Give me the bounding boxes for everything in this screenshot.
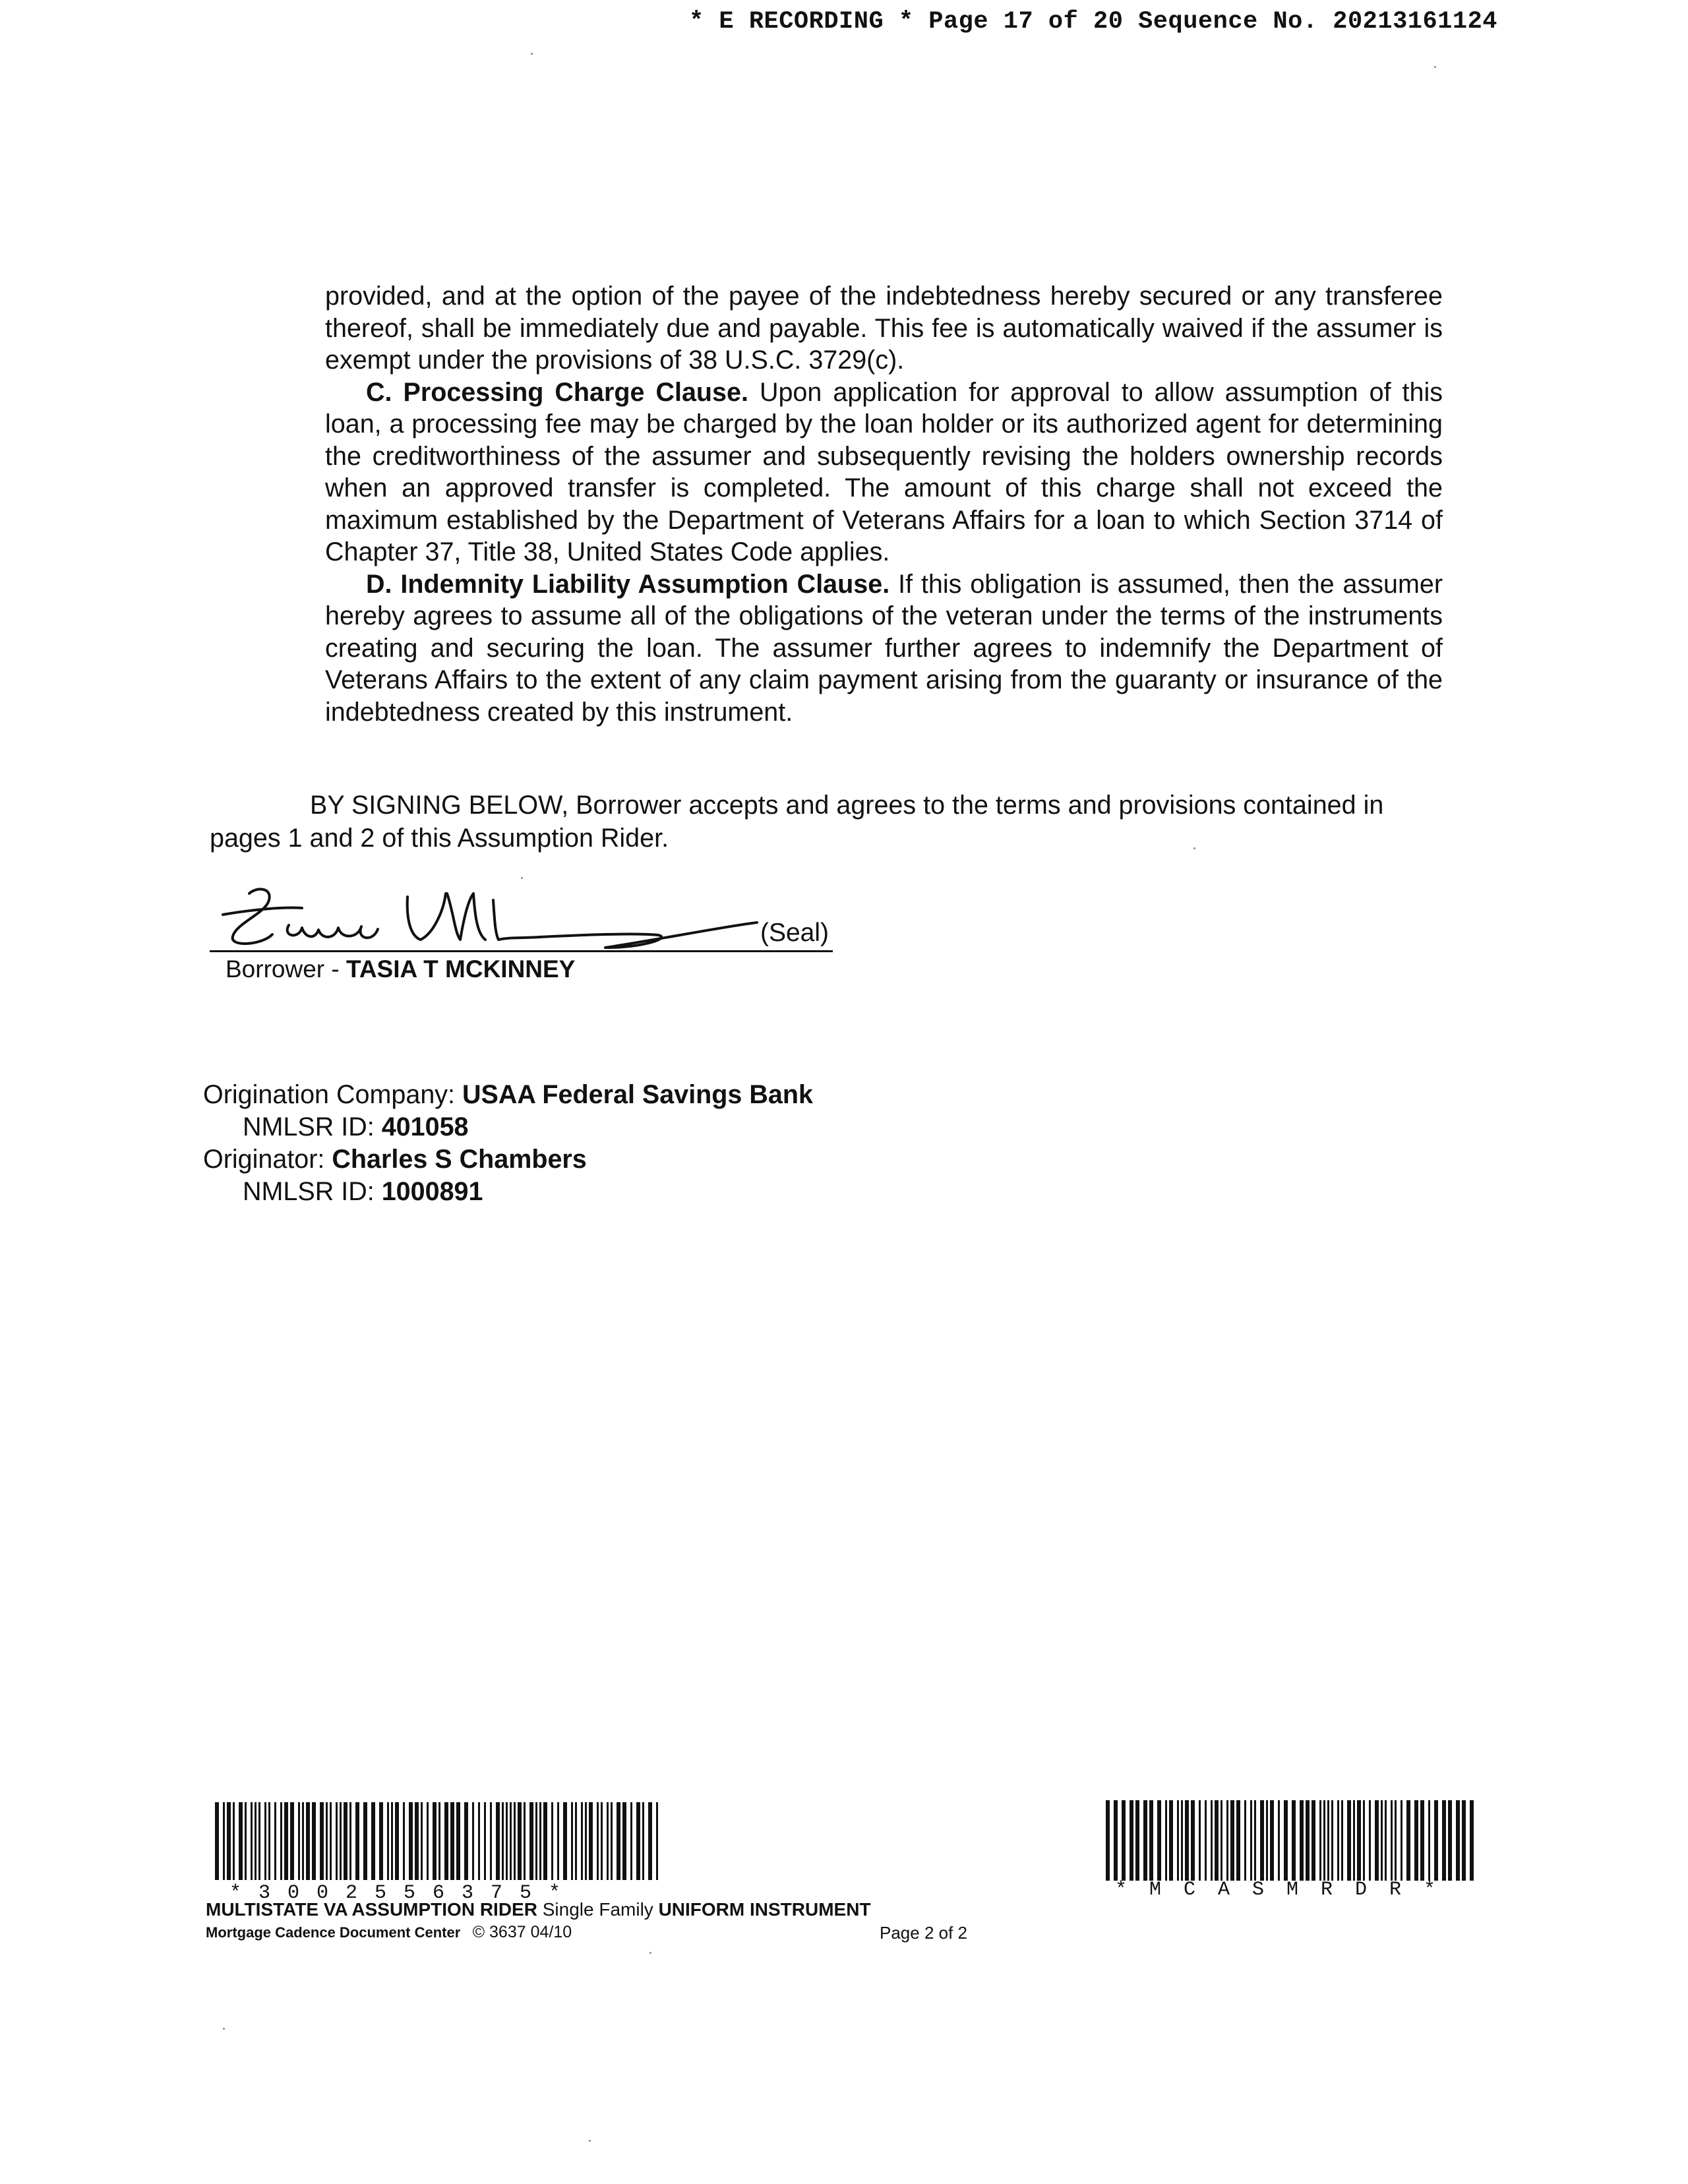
barcode-bar xyxy=(421,1802,423,1880)
barcode-bar xyxy=(363,1802,367,1880)
barcode-bar xyxy=(1414,1800,1418,1881)
paragraph-continuation: provided, and at the option of the payee of the indebtedness hereby secured or any transferee thereof, shall be immediately due and payable. This fee is automatically waived if the assumer is exempt under the provisions of 38 U.S.C. 3729(c). xyxy=(325,282,1443,375)
barcode-bar xyxy=(1191,1800,1195,1881)
scan-speck xyxy=(1193,847,1195,849)
barcode-bar xyxy=(502,1802,504,1880)
company-nmlsr-id: 401058 xyxy=(381,1112,469,1141)
barcode-bar xyxy=(391,1802,393,1880)
barcode-bar xyxy=(585,1802,587,1880)
barcode-bar xyxy=(496,1802,500,1880)
barcode-bar xyxy=(302,1802,304,1880)
barcode-bar xyxy=(622,1802,626,1880)
barcode-bar xyxy=(630,1802,632,1880)
footer-version: © 3637 04/10 xyxy=(472,1923,572,1941)
scan-speck xyxy=(1434,66,1436,68)
barcode-bar xyxy=(1177,1800,1179,1881)
barcode-bar xyxy=(575,1802,577,1880)
barcode-bar xyxy=(450,1802,454,1880)
barcode-bar xyxy=(1300,1800,1304,1881)
barcode-bar xyxy=(1347,1800,1351,1881)
loan-barcode-text: *3002556375* xyxy=(229,1882,578,1904)
barcode-bar xyxy=(1236,1800,1240,1881)
barcode-bar xyxy=(539,1802,541,1880)
borrower-name: TASIA T MCKINNEY xyxy=(346,956,576,983)
barcode-bar xyxy=(506,1802,508,1880)
company-nmlsr-label: NMLSR ID: xyxy=(243,1112,382,1141)
barcode-bar xyxy=(648,1802,652,1880)
originator-row xyxy=(203,1143,813,1176)
barcode-bar xyxy=(1143,1800,1147,1881)
barcode-bar xyxy=(518,1802,522,1880)
clause-d-text: If this obligation is assumed, then the assumer hereby agrees to assume all of the obligations of the veteran under the terms of the instruments creating and securing the loan. The assumer further agrees to indemnify the Department of Veterans Affairs to the extent of any claim payment arising from the guaranty or insurance of the indebtedness created by this instrument. xyxy=(325,569,1443,727)
footer-page-number: Page 2 of 2 xyxy=(880,1923,967,1943)
barcode-bar xyxy=(597,1802,599,1880)
barcode-bar xyxy=(1284,1800,1288,1881)
barcode-bar xyxy=(1462,1800,1466,1881)
barcode-bar xyxy=(1385,1800,1387,1881)
barcode-bar xyxy=(371,1802,375,1880)
barcode-bar xyxy=(464,1802,468,1880)
origination-company-name: USAA Federal Savings Bank xyxy=(462,1080,813,1109)
barcode-bar xyxy=(340,1802,342,1880)
signing-line-1: BY SIGNING BELOW, Borrower accepts and agrees to the terms and provisions contained in xyxy=(310,791,1384,820)
barcode-bar xyxy=(290,1802,294,1880)
footer-form-title xyxy=(206,1899,1063,1920)
barcode-bar xyxy=(1244,1800,1246,1881)
barcode-bar xyxy=(1353,1800,1355,1881)
barcode-bar xyxy=(1331,1800,1333,1881)
barcode-bar xyxy=(245,1802,247,1880)
barcode-bar xyxy=(1114,1800,1118,1881)
originator-nmlsr-row xyxy=(203,1176,813,1208)
barcode-bar xyxy=(355,1802,359,1880)
originator-nmlsr-id: 1000891 xyxy=(381,1177,483,1206)
signing-statement xyxy=(210,789,1489,855)
barcode-bar xyxy=(251,1802,253,1880)
barcode-bar xyxy=(514,1802,516,1880)
scan-speck xyxy=(589,2140,591,2142)
barcode-bar xyxy=(1185,1800,1189,1881)
barcode-bar xyxy=(1395,1800,1397,1881)
barcode-bar xyxy=(1270,1800,1274,1881)
barcode-bar xyxy=(1278,1800,1280,1881)
barcode-bar xyxy=(1135,1800,1139,1881)
barcode-bar xyxy=(274,1802,276,1880)
borrower-label xyxy=(226,956,575,983)
barcode-bar xyxy=(1254,1800,1256,1881)
barcode-bar xyxy=(255,1802,256,1880)
barcode-bar xyxy=(524,1802,526,1880)
barcode-bar xyxy=(233,1802,235,1880)
clause-d-title: D. Indemnity Liability Assumption Clause. xyxy=(366,569,890,599)
scan-speck xyxy=(521,877,523,879)
barcode-bar xyxy=(456,1802,460,1880)
barcode-bar xyxy=(636,1802,640,1880)
barcode-bar xyxy=(395,1802,399,1880)
clause-c xyxy=(325,377,1443,568)
barcode-bar xyxy=(444,1802,448,1880)
barcode-bar xyxy=(581,1802,583,1880)
loan-barcode xyxy=(215,1802,663,1904)
barcode-bar xyxy=(258,1802,260,1880)
form-barcode xyxy=(1106,1800,1478,1901)
barcode-bar xyxy=(611,1802,613,1880)
barcode-bar xyxy=(427,1802,429,1880)
barcode-bar xyxy=(1323,1800,1325,1881)
barcode-bar xyxy=(1341,1800,1343,1881)
barcode-bar xyxy=(280,1802,282,1880)
barcode-bar xyxy=(1266,1800,1268,1881)
barcode-bar xyxy=(529,1802,533,1880)
handwritten-signature xyxy=(210,874,833,953)
barcode-bar xyxy=(387,1802,389,1880)
signature-line xyxy=(210,950,833,952)
barcode-bar xyxy=(1448,1800,1452,1881)
barcode-bar xyxy=(557,1802,559,1880)
originator-nmlsr-label: NMLSR ID: xyxy=(243,1177,382,1206)
barcode-bar xyxy=(1401,1800,1402,1881)
origination-info xyxy=(203,1079,813,1208)
scan-speck xyxy=(223,2028,225,2030)
barcode-bar xyxy=(1250,1800,1252,1881)
clause-c-text: Upon application for approval to allow assumption of this loan, a processing fee may be charged by the loan holder or its authorized agent for determining the creditworthiness of the assumer and subsequently revising the holders ownership records when an approved transfer is completed. The amount of this charge shall not exceed the maximum established by the Department of Veterans Affairs for a loan to which Section 3714 of Chapter 37, Title 38, United States Code applies. xyxy=(325,377,1443,566)
signing-line-2: pages 1 and 2 of this Assumption Rider. xyxy=(210,824,669,853)
barcode-bar xyxy=(1327,1800,1329,1881)
barcode-bar xyxy=(1221,1800,1222,1881)
barcode-bar xyxy=(1363,1800,1365,1881)
barcode-bar xyxy=(1106,1800,1110,1881)
barcode-bar xyxy=(1205,1800,1207,1881)
origination-company-label: Origination Company: xyxy=(203,1080,462,1109)
barcode-bar xyxy=(1230,1800,1234,1881)
barcode-bar xyxy=(510,1802,512,1880)
footer-title-bold: MULTISTATE VA ASSUMPTION RIDER xyxy=(206,1899,537,1920)
barcode-bar xyxy=(326,1802,328,1880)
barcode-bar xyxy=(1306,1800,1310,1881)
barcode-bar xyxy=(535,1802,537,1880)
barcode-bar xyxy=(1165,1800,1167,1881)
barcode-bar xyxy=(1181,1800,1183,1881)
barcode-bar xyxy=(490,1802,492,1880)
barcode-bar xyxy=(306,1802,310,1880)
recording-stamp: * E RECORDING * Page 17 of 20 Sequence No. 20213161124 xyxy=(689,8,1497,36)
barcode-bar xyxy=(1381,1800,1383,1881)
scan-speck xyxy=(649,1952,651,1954)
barcode-bar xyxy=(1226,1800,1228,1881)
barcode-bar xyxy=(1357,1800,1361,1881)
barcode-bar xyxy=(223,1802,225,1880)
barcode-bar xyxy=(656,1802,658,1880)
barcode-bar xyxy=(1215,1800,1219,1881)
footer-title-bold2: UNIFORM INSTRUMENT xyxy=(658,1899,871,1920)
barcode-bar xyxy=(1369,1800,1371,1881)
barcode-bar xyxy=(344,1802,347,1880)
barcode-bar xyxy=(268,1802,270,1880)
barcode-bar xyxy=(1260,1800,1264,1881)
barcode-bar xyxy=(1211,1800,1213,1881)
barcode-bar xyxy=(1130,1800,1133,1881)
seal-label: (Seal) xyxy=(760,919,829,947)
footer-form-info xyxy=(206,1923,1063,1942)
barcode-bar xyxy=(227,1802,231,1880)
barcode-bar xyxy=(1470,1800,1474,1881)
barcode-bar xyxy=(264,1802,266,1880)
barcode-bar xyxy=(1375,1800,1379,1881)
barcode-bar xyxy=(1292,1800,1296,1881)
barcode-bar xyxy=(284,1802,288,1880)
rider-body xyxy=(325,280,1443,728)
barcode-bar xyxy=(543,1802,547,1880)
barcode-bar xyxy=(1122,1800,1126,1881)
barcode-bar xyxy=(601,1802,603,1880)
barcode-bar xyxy=(551,1802,553,1880)
origination-company-row xyxy=(203,1079,813,1111)
barcode-bar xyxy=(1434,1800,1438,1881)
barcode-bar xyxy=(563,1802,567,1880)
footer-company: Mortgage Cadence Document Center xyxy=(206,1924,461,1941)
barcode-bar xyxy=(433,1802,437,1880)
clause-c-title: C. Processing Charge Clause. xyxy=(366,377,748,407)
barcode-bar xyxy=(1169,1800,1173,1881)
barcode-bar xyxy=(1319,1800,1321,1881)
barcode-bar xyxy=(438,1802,440,1880)
barcode-bar xyxy=(239,1802,243,1880)
barcode-bar xyxy=(589,1802,593,1880)
barcode-bar xyxy=(312,1802,316,1880)
barcode-bar xyxy=(617,1802,620,1880)
originator-label: Originator: xyxy=(203,1145,332,1174)
barcode-bar xyxy=(379,1802,383,1880)
barcode-bar xyxy=(1157,1800,1161,1881)
barcode-bar xyxy=(484,1802,486,1880)
barcode-bar xyxy=(571,1802,573,1880)
barcode-bar xyxy=(1337,1800,1339,1881)
barcode-bar xyxy=(478,1802,480,1880)
barcode-bar xyxy=(1420,1800,1424,1881)
barcode-bar xyxy=(336,1802,338,1880)
form-barcode-text: *MCASMRDR* xyxy=(1115,1879,1459,1901)
barcode-bar xyxy=(1311,1800,1315,1881)
barcode-bar xyxy=(1442,1800,1446,1881)
borrower-prefix: Borrower - xyxy=(226,956,346,983)
company-nmlsr-row xyxy=(203,1111,813,1143)
barcode-bar xyxy=(409,1802,413,1880)
clause-d xyxy=(325,568,1443,729)
loan-barcode-bars xyxy=(215,1802,663,1880)
barcode-bar xyxy=(642,1802,644,1880)
footer-title-normal: Single Family xyxy=(537,1899,659,1920)
barcode-bar xyxy=(607,1802,609,1880)
barcode-bar xyxy=(403,1802,405,1880)
barcode-bar xyxy=(320,1802,324,1880)
barcode-bar xyxy=(1456,1800,1460,1881)
scan-speck xyxy=(531,53,533,55)
barcode-bar xyxy=(1199,1800,1201,1881)
form-barcode-bars xyxy=(1106,1800,1478,1881)
barcode-bar xyxy=(472,1802,474,1880)
originator-name: Charles S Chambers xyxy=(332,1145,587,1174)
barcode-bar xyxy=(215,1802,219,1880)
barcode-bar xyxy=(1391,1800,1393,1881)
barcode-bar xyxy=(1428,1800,1430,1881)
barcode-bar xyxy=(1149,1800,1153,1881)
barcode-bar xyxy=(1406,1800,1410,1881)
barcode-bar xyxy=(349,1802,351,1880)
barcode-bar xyxy=(330,1802,332,1880)
document-footer xyxy=(206,1899,1063,1942)
barcode-bar xyxy=(415,1802,419,1880)
barcode-bar xyxy=(298,1802,300,1880)
signature-block xyxy=(210,874,833,992)
